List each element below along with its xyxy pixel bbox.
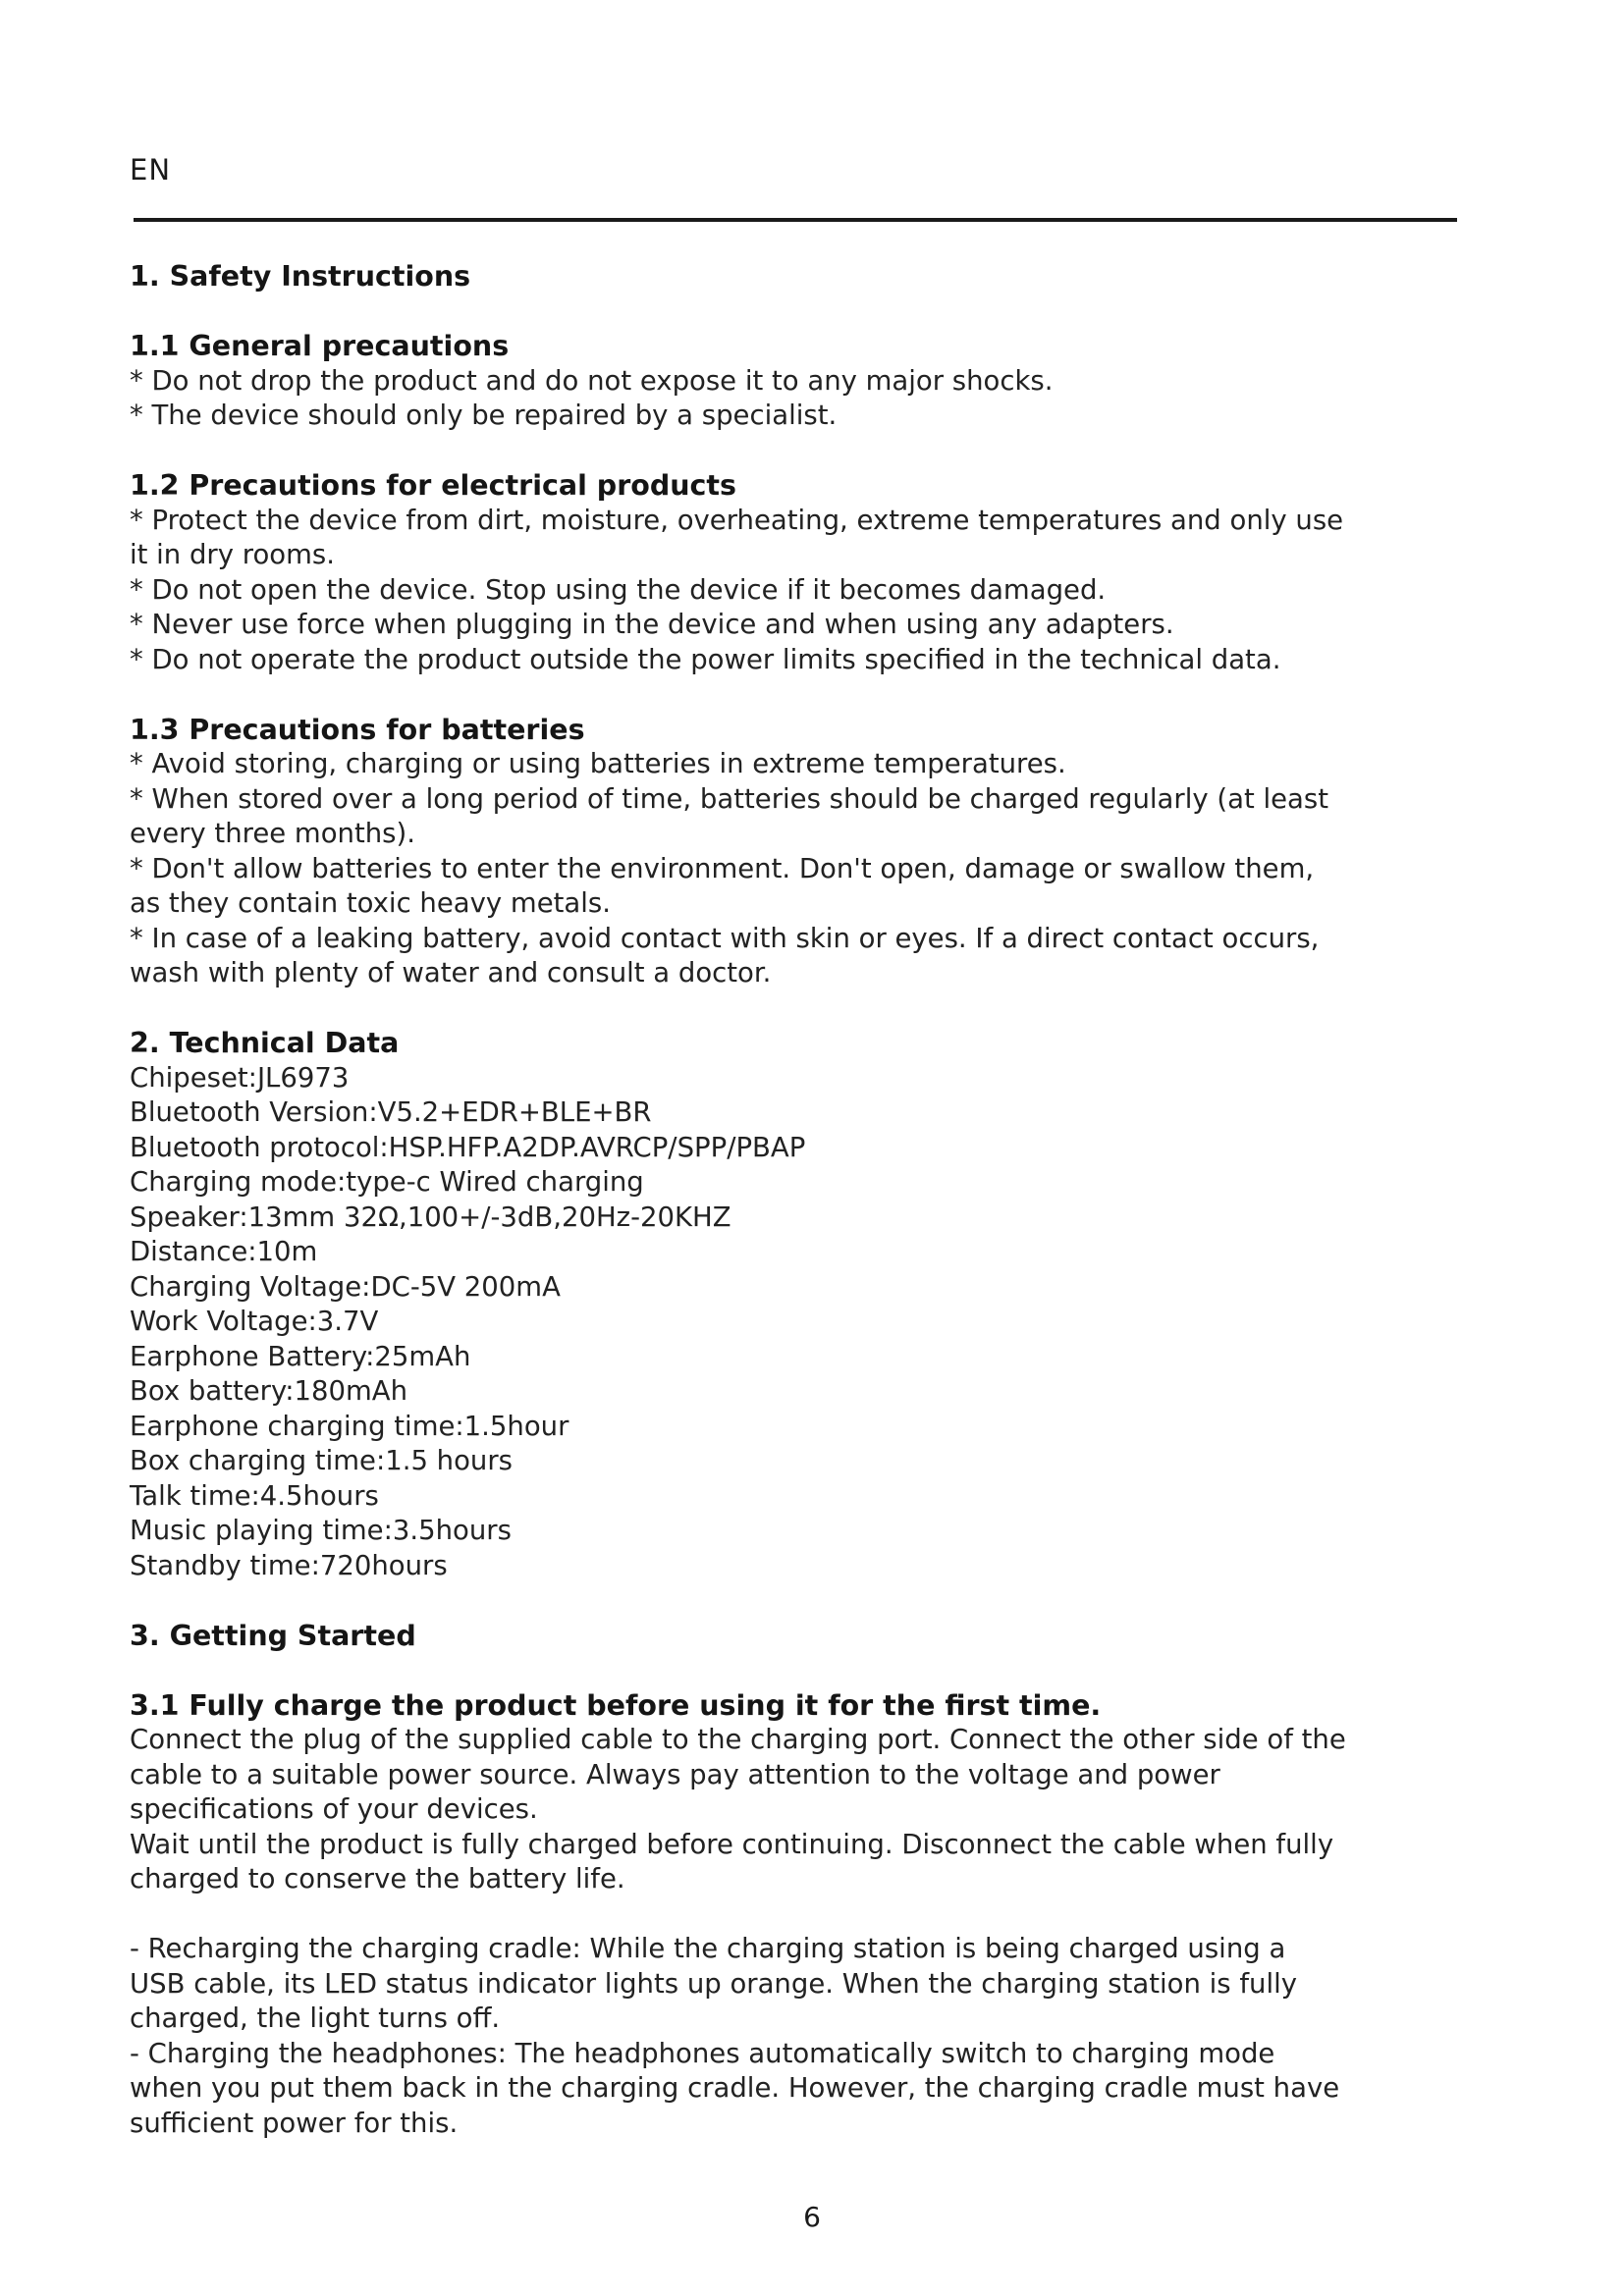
body-text-line: as they contain toxic heavy metals. bbox=[130, 887, 611, 919]
paragraph-spacer bbox=[130, 1897, 1465, 1933]
body-text-line: Box charging time:1.5 hours bbox=[130, 1445, 513, 1476]
page-number: 6 bbox=[803, 2201, 821, 2233]
paragraph-spacer bbox=[130, 991, 1465, 1027]
body-text-line: sufficient power for this. bbox=[130, 2107, 459, 2139]
body-text-line: Music playing time:3.5hours bbox=[130, 1515, 512, 1546]
document-body bbox=[130, 259, 1465, 2141]
body-text-line: every three months). bbox=[130, 818, 415, 849]
language-label: EN bbox=[130, 153, 172, 187]
body-text-line: * When stored over a long period of time, batteries should be charged regularly (at least bbox=[130, 782, 1328, 815]
body-text-line: Earphone Battery:25mAh bbox=[130, 1340, 471, 1372]
body-text-line: * Don't allow batteries to enter the environment. Don't open, damage or swallow them, bbox=[130, 852, 1315, 884]
body-text-line: charged, the light turns off. bbox=[130, 2002, 501, 2034]
body-text-line: Chipeset:JL6973 bbox=[130, 1061, 350, 1094]
body-text-line: USB cable, its LED status indicator lights up orange. When the charging station is fully bbox=[130, 1967, 1297, 2000]
body-text-line: - Recharging the charging cradle: While the charging station is being charged using a bbox=[130, 1933, 1286, 1964]
body-text-line: when you put them back in the charging cradle. However, the charging cradle must have bbox=[130, 2072, 1340, 2104]
paragraph-spacer bbox=[130, 677, 1465, 713]
body-text-line: * Do not open the device. Stop using the device if it becomes damaged. bbox=[130, 573, 1107, 606]
body-text-line: Earphone charging time:1.5hour bbox=[130, 1410, 569, 1442]
body-text-line: * Avoid storing, charging or using batteries in extreme temperatures. bbox=[130, 748, 1066, 779]
body-text-line: specifications of your devices. bbox=[130, 1793, 538, 1825]
body-text-line: * The device should only be repaired by a specialist. bbox=[130, 400, 838, 431]
body-text-line: - Charging the headphones: The headphones automatically switch to charging mode bbox=[130, 2037, 1275, 2069]
paragraph-spacer bbox=[130, 434, 1465, 469]
paragraph-spacer bbox=[130, 294, 1465, 330]
paragraph-spacer bbox=[130, 1583, 1465, 1619]
body-text-line: * In case of a leaking battery, avoid contact with skin or eyes. If a direct contact occurs, bbox=[130, 922, 1320, 954]
body-text-line: Connect the plug of the supplied cable to the charging port. Connect the other side of the bbox=[130, 1724, 1346, 1755]
body-text-line: Speaker:13mm 32Ω,100+/-3dB,20Hz-20KHZ bbox=[130, 1201, 731, 1233]
body-text-line: Standby time:720hours bbox=[130, 1549, 448, 1581]
body-text-line: charged to conserve the battery life. bbox=[130, 1863, 625, 1895]
body-text-line: * Do not drop the product and do not expose it to any major shocks. bbox=[130, 364, 1054, 397]
body-text-line: it in dry rooms. bbox=[130, 539, 335, 570]
header-rule bbox=[134, 218, 1457, 222]
body-text-line: Charging Voltage:DC-5V 200mA bbox=[130, 1270, 561, 1303]
body-text-line: Box battery:180mAh bbox=[130, 1375, 408, 1407]
section-heading: 1.3 Precautions for batteries bbox=[130, 713, 585, 746]
section-heading: 1. Safety Instructions bbox=[130, 260, 471, 293]
section-heading: 3.1 Fully charge the product before using it for the first time. bbox=[130, 1688, 1102, 1722]
section-heading: 3. Getting Started bbox=[130, 1619, 416, 1652]
body-text-line: wash with plenty of water and consult a doctor. bbox=[130, 957, 772, 988]
body-text-line: * Do not operate the product outside the power limits specified in the technical data. bbox=[130, 643, 1281, 675]
body-text-line: Distance:10m bbox=[130, 1236, 318, 1267]
paragraph-spacer bbox=[130, 1653, 1465, 1688]
body-text-line: * Protect the device from dirt, moisture, overheating, extreme temperatures and only use bbox=[130, 504, 1344, 536]
body-text-line: Bluetooth protocol:HSP.HFP.A2DP.AVRCP/SPP/PBAP bbox=[130, 1131, 806, 1163]
body-text-line: Charging mode:type-c Wired charging bbox=[130, 1166, 644, 1198]
body-text-line: Wait until the product is fully charged before continuing. Disconnect the cable when fully bbox=[130, 1828, 1334, 1860]
body-text-line: Bluetooth Version:V5.2+EDR+BLE+BR bbox=[130, 1096, 652, 1128]
section-heading: 2. Technical Data bbox=[130, 1027, 400, 1059]
body-text-line: * Never use force when plugging in the device and when using any adapters. bbox=[130, 609, 1174, 640]
body-text-line: cable to a suitable power source. Always pay attention to the voltage and power bbox=[130, 1758, 1220, 1790]
body-text-line: Work Voltage:3.7V bbox=[130, 1306, 379, 1337]
section-heading: 1.1 General precautions bbox=[130, 330, 510, 362]
section-heading: 1.2 Precautions for electrical products bbox=[130, 469, 736, 502]
body-text-line: Talk time:4.5hours bbox=[130, 1479, 379, 1512]
